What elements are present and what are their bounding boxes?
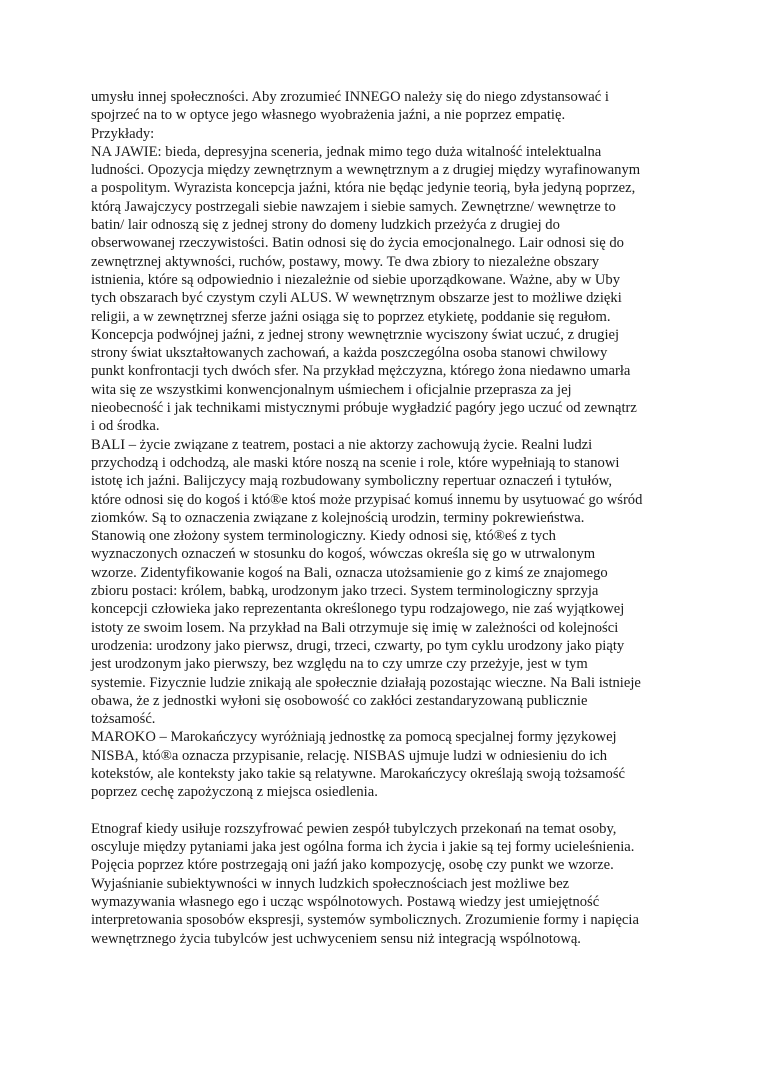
text-line: jest urodzonym jako pierwszy, bez względu na to czy umrze czy przeżyje, jest w tym [91,656,588,673]
text-line: istnienia, które są odpowiednio i niezależnie od siebie uporządkowane. Ważne, aby w Uby [91,271,621,288]
text-line: zewnętrznej aktywności, ruchów, postawy, mowy. Te dwa zbiory to niezależne obszary [91,253,600,270]
text-line: obserwowanej rzeczywistości. Batin odnosi się do życia emocjonalnego. Lair odnosi się do [91,235,624,252]
text-line: wymazywania własnego ego i ucząc wspólnotowych. Postawą wiedzy jest umiejętność [91,894,600,911]
text-line: Koncepcja podwójnej jaźni, z jednej strony wewnętrznie wyciszony świat uczuć, z drugiej [91,326,620,343]
text-line: istoty ze swoim losem. Na przykład na Bali otrzymuje się imię w zależności od kolejności [91,619,619,636]
text-line: Pojęcia poprzez które postrzegają oni jaźń jako kompozycję, osobę czy punkt we wzorze. [91,857,614,874]
text-line: a pospolitym. Wyrazista koncepcja jaźni, która nie będąc jedynie teorią, była jedyną poprzez, [91,180,636,197]
text-line: Przykłady: [91,125,155,142]
text-line: NA JAWIE: bieda, depresyjna sceneria, jednak mimo tego duża witalność intelektualna [91,143,602,160]
text-line: wita się ze wszystkimi konwencjonalnym uśmiechem i oficjalnie przeprasza za jej [91,381,572,398]
text-line: NISBA, któ®a oznacza przypisanie, relację. NISBAS ujmuje ludzi w odniesieniu do ich [91,747,608,764]
text-line: umysłu innej społeczności. Aby zrozumieć INNEGO należy się do niego zdystansować i [91,89,609,105]
paragraph-gap [91,802,691,820]
text-line: nieobecność i jak technikami mistycznymi próbuje wygładzić pagóry jego uczuć od zewnątrz [91,400,637,417]
document-body [91,88,691,948]
text-line: Stanowią one złożony system terminologiczny. Kiedy odnosi się, któ®eś z tych [91,528,556,545]
text-line: batin/ lair odnoszą się z jednej strony do domeny ludzkich przeżyća z drugiej do [91,217,560,234]
text-line: interpretowania sposobów ekspresji, systemów symbolicznych. Zrozumienie formy i napięcia [91,912,639,929]
text-line: MAROKO – Marokańczycy wyróżniają jednostkę za pomocą specjalnej formy językowej [91,729,617,746]
text-line: ziomków. Są to oznaczenia związane z kolejnością urodzin, terminy pokrewieństwa. [91,509,585,526]
text-line: tożsamość. [91,711,156,728]
text-line: strony świat ukształtowanych zachowań, a każda poszczególna osoba stanowi chwilowy [91,345,608,362]
text-line: oscyluje między pytaniami jaka jest ogólna forma ich życia i jakie są tej formy ucieleśnienia. [91,839,635,856]
text-line: wyznaczonych oznaczeń w stosunku do kogoś, wówczas określa się go w utrwalonym [91,546,596,563]
text-line: koncepcji człowieka jako reprezentanta określonego typu rodzajowego, nie zaś wyjątkowej [91,601,625,618]
text-line: którą Jawajczycy postrzegali siebie nawzajem i siebie samych. Zewnętrzne/ wewnętrze to [91,198,616,215]
text-line: poprzez cechę zapożyczoną z miejsca osiedlenia. [91,784,378,801]
text-line: religii, a w zewnętrznej sferze jaźni osiąga się to poprzez etykietę, poddanie się regułom. [91,308,611,325]
text-line: zbioru postaci: królem, babką, urodzonym jako trzeci. System terminologiczny sprzyja [91,583,599,600]
text-line: Etnograf kiedy usiłuje rozszyfrować pewien zespół tubylczych przekonań na temat osoby, [91,820,617,837]
text-line: urodzenia: urodzony jako pierwsz, drugi, trzeci, czwarty, po tym cyklu urodzony jako piąty [91,637,625,654]
text-line: BALI – życie związane z teatrem, postaci a nie aktorzy zachowują życie. Realni ludzi [91,436,593,453]
text-line: spojrzeć na to w optyce jego własnego wyobrażenia jaźni, a nie poprzez empatię. [91,107,566,124]
text-line: Wyjaśnianie subiektywności w innych ludzkich społecznościach jest możliwe bez [91,875,570,892]
text-line: i od środka. [91,418,160,435]
text-line: tych obszarach być czystym czyli ALUS. W wewnętrznym obszarze jest to możliwe dzięki [91,290,622,307]
text-line: przychodzą i odchodzą, ale maski które noszą na scenie i role, które wypełniają to stanowi [91,454,620,471]
text-line: wewnętrznego życia tubylców jest uchwyceniem sensu niż integracją wspólnotową. [91,930,581,947]
text-line: wzorze. Zidentyfikowanie kogoś na Bali, oznacza utożsamienie go z kimś ze znajomego [91,564,608,581]
text-line: istotę ich jaźni. Balijczycy mają rozbudowany symboliczny repertuar oznaczeń i tytułów, [91,473,612,490]
text-line: punkt konfrontacji tych dwóch sfer. Na przykład mężczyzna, którego żona niedawno umarła [91,363,631,380]
text-line: obawa, że z jednostki wyłoni się osobowość co zakłóci zestandaryzowaną publicznie [91,692,588,709]
text-line: kotekstów, ale konteksty jako takie są relatywne. Marokańczycy określają swoją tożsamość [91,765,625,782]
text-line: systemie. Fizycznie ludzie znikają ale społecznie działają pozostając wieczne. Na Bali istnieje [91,674,641,691]
text-line: ludności. Opozycja między zewnętrznym a wewnętrznym a z drugiej między wyrafinowanym [91,162,641,179]
text-line: które odnosi się do kogoś i któ®e ktoś może przypisać komuś innemu by usytuować go wśród [91,491,643,508]
